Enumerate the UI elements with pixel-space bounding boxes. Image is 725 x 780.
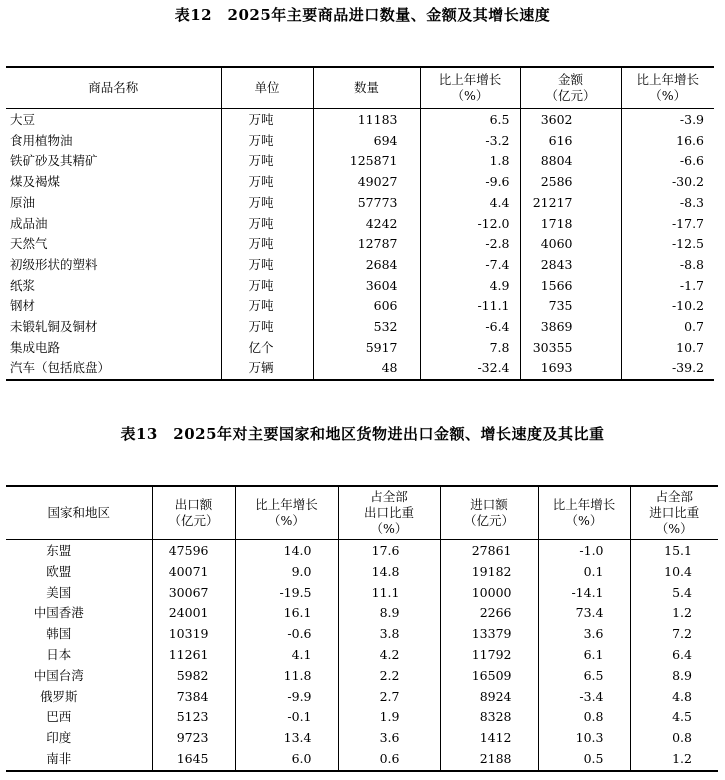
table-cell: 7.8 [420, 338, 520, 359]
table-cell: 30355 [520, 338, 621, 359]
table-cell: 8.9 [630, 666, 718, 687]
table-cell: 中国香港 [33, 605, 84, 621]
table-cell: 2.7 [338, 687, 440, 708]
table-cell: 2684 [313, 255, 420, 276]
column-header: 商品名称 [6, 67, 221, 109]
table-cell: 天然气 [10, 236, 48, 252]
table-header-row [6, 486, 718, 540]
table-cell: 40071 [152, 562, 235, 583]
table-cell: 4242 [313, 214, 420, 235]
table-cell: -30.2 [621, 172, 714, 193]
table-cell: 万吨 [221, 234, 313, 255]
table-row [6, 540, 718, 562]
table-cell: 3.6 [538, 624, 630, 645]
table-cell: -12.5 [621, 234, 714, 255]
table-cell: 1.8 [420, 151, 520, 172]
table-row [6, 687, 718, 708]
table-cell: 万辆 [221, 358, 313, 380]
table-row [6, 255, 714, 276]
table-cell: 24001 [152, 603, 235, 624]
table-cell: -6.4 [420, 317, 520, 338]
table-cell: 3.8 [338, 624, 440, 645]
column-header: 国家和地区 [6, 486, 152, 540]
table-cell: 8804 [520, 151, 621, 172]
table-cell: -11.1 [420, 296, 520, 317]
table-cell: -9.9 [235, 687, 338, 708]
table-cell: 0.1 [538, 562, 630, 583]
table-cell: 13379 [440, 624, 538, 645]
table-cell: -14.1 [538, 583, 630, 604]
table-cell: 30067 [152, 583, 235, 604]
table-cell: 3604 [313, 276, 420, 297]
table-cell: 57773 [313, 193, 420, 214]
column-header: 出口额 （亿元） [152, 486, 235, 540]
table-cell: 汽车（包括底盘） [10, 360, 111, 376]
table-cell: 万吨 [221, 296, 313, 317]
table-cell: 11792 [440, 645, 538, 666]
column-header: 比上年增长 （%） [235, 486, 338, 540]
table-cell: 27861 [440, 540, 538, 562]
table-cell: 6.5 [420, 109, 520, 131]
table-cell: -3.2 [420, 131, 520, 152]
table-cell: 初级形状的塑料 [10, 256, 98, 272]
table-cell: 0.8 [630, 728, 718, 749]
table-cell: 14.0 [235, 540, 338, 562]
column-header: 比上年增长 （%） [621, 67, 714, 109]
table-row [6, 358, 714, 380]
table-cell: 欧盟 [46, 563, 72, 579]
table-cell: 2188 [440, 749, 538, 771]
column-header: 金额 （亿元） [520, 67, 621, 109]
table-cell: -3.4 [538, 687, 630, 708]
table-cell: 2843 [520, 255, 621, 276]
table-cell: 1645 [152, 749, 235, 771]
table-cell: 万吨 [221, 172, 313, 193]
table-cell: 16509 [440, 666, 538, 687]
table-cell: 万吨 [221, 317, 313, 338]
table-cell: 49027 [313, 172, 420, 193]
table-cell: 7384 [152, 687, 235, 708]
table-cell: 日本 [46, 646, 72, 662]
table-cell: 万吨 [221, 131, 313, 152]
table-row [6, 603, 718, 624]
table-cell: 1.2 [630, 603, 718, 624]
table-cell: 4.9 [420, 276, 520, 297]
table-cell: -19.5 [235, 583, 338, 604]
table-12-title: 表12 2025年主要商品进口数量、金额及其增长速度 [174, 6, 551, 24]
table-cell: 韩国 [46, 626, 72, 642]
table-cell: -8.8 [621, 255, 714, 276]
table-cell: 中国台湾 [33, 667, 84, 683]
table-cell: 15.1 [630, 540, 718, 562]
table-cell: 万吨 [221, 109, 313, 131]
table-cell: 万吨 [221, 214, 313, 235]
table-cell: 7.2 [630, 624, 718, 645]
column-header: 占全部 进口比重 （%） [630, 486, 718, 540]
table-cell: 印度 [46, 730, 72, 746]
table-cell: -2.8 [420, 234, 520, 255]
table-cell: -0.6 [235, 624, 338, 645]
table-cell: 2.2 [338, 666, 440, 687]
table-cell: 11261 [152, 645, 235, 666]
table-cell: -17.7 [621, 214, 714, 235]
table-cell: 1693 [520, 358, 621, 380]
table-row [6, 296, 714, 317]
table-cell: 3869 [520, 317, 621, 338]
table-cell: 万吨 [221, 193, 313, 214]
table-row [6, 317, 714, 338]
table-cell: 美国 [46, 584, 72, 600]
commodity-imports-table [6, 66, 714, 381]
table-cell: 1.9 [338, 707, 440, 728]
table-cell: 万吨 [221, 276, 313, 297]
table-cell: 0.6 [338, 749, 440, 771]
table-cell: -39.2 [621, 358, 714, 380]
table-cell: 煤及褐煤 [10, 174, 61, 190]
table-cell: 2586 [520, 172, 621, 193]
table-cell: 47596 [152, 540, 235, 562]
table-cell: 10.4 [630, 562, 718, 583]
table-cell: 10319 [152, 624, 235, 645]
table-cell: 3.6 [338, 728, 440, 749]
column-header: 进口额 （亿元） [440, 486, 538, 540]
table-cell: 11183 [313, 109, 420, 131]
table-cell: 未锻轧铜及铜材 [10, 319, 98, 335]
table-cell: 73.4 [538, 603, 630, 624]
column-header: 比上年增长 （%） [420, 67, 520, 109]
table-cell: 东盟 [46, 543, 72, 558]
table-cell: 9.0 [235, 562, 338, 583]
table-row [6, 131, 714, 152]
table-cell: 532 [313, 317, 420, 338]
table-row [6, 728, 718, 749]
table-cell: -9.6 [420, 172, 520, 193]
column-header: 比上年增长 （%） [538, 486, 630, 540]
table-cell: 1412 [440, 728, 538, 749]
table-cell: 0.5 [538, 749, 630, 771]
table-cell: 5123 [152, 707, 235, 728]
table-cell: 3602 [520, 109, 621, 131]
table-cell: 原油 [10, 194, 36, 210]
table-cell: 5.4 [630, 583, 718, 604]
table-cell: 4.8 [630, 687, 718, 708]
table-cell: 16.1 [235, 603, 338, 624]
table-cell: 19182 [440, 562, 538, 583]
column-header: 数量 [313, 67, 420, 109]
table-cell: -12.0 [420, 214, 520, 235]
table-cell: 4.5 [630, 707, 718, 728]
table-cell: 6.0 [235, 749, 338, 771]
table-cell: 14.8 [338, 562, 440, 583]
table-cell: 0.7 [621, 317, 714, 338]
table-cell: 8924 [440, 687, 538, 708]
table-cell: -7.4 [420, 255, 520, 276]
table-cell: 0.8 [538, 707, 630, 728]
table-cell: 11.8 [235, 666, 338, 687]
table-cell: 南非 [46, 750, 72, 766]
table-header-row [6, 67, 714, 109]
table-cell: 5917 [313, 338, 420, 359]
table-cell: 万吨 [221, 255, 313, 276]
table-row [6, 562, 718, 583]
table-cell: 亿个 [221, 338, 313, 359]
table-cell: 48 [313, 358, 420, 380]
table-cell: 大豆 [10, 112, 36, 127]
table-cell: 集成电路 [10, 339, 61, 355]
table-cell: 125871 [313, 151, 420, 172]
table-cell: 6.5 [538, 666, 630, 687]
table-cell: 2266 [440, 603, 538, 624]
table-cell: 8328 [440, 707, 538, 728]
table-cell: 4060 [520, 234, 621, 255]
table-cell: -1.7 [621, 276, 714, 297]
table-row [6, 172, 714, 193]
table-cell: 钢材 [10, 298, 36, 314]
table-cell: 694 [313, 131, 420, 152]
table-cell: 10.3 [538, 728, 630, 749]
table-cell: 616 [520, 131, 621, 152]
table-cell: 11.1 [338, 583, 440, 604]
table-row [6, 645, 718, 666]
table-cell: 纸浆 [10, 277, 36, 293]
table-row [6, 193, 714, 214]
table-row [6, 214, 714, 235]
table-cell: 13.4 [235, 728, 338, 749]
table-cell: 10000 [440, 583, 538, 604]
table-cell: 5982 [152, 666, 235, 687]
table-cell: 4.4 [420, 193, 520, 214]
table-cell: -6.6 [621, 151, 714, 172]
table-cell: 12787 [313, 234, 420, 255]
table-cell: 万吨 [221, 151, 313, 172]
table-cell: 9723 [152, 728, 235, 749]
table-cell: 8.9 [338, 603, 440, 624]
table-cell: 1566 [520, 276, 621, 297]
table-cell: -3.9 [621, 109, 714, 131]
table-cell: 俄罗斯 [39, 688, 78, 704]
table-cell: -0.1 [235, 707, 338, 728]
table-cell: 17.6 [338, 540, 440, 562]
table-cell: 6.1 [538, 645, 630, 666]
table-cell: 1.2 [630, 749, 718, 771]
table-cell: 606 [313, 296, 420, 317]
table-row [6, 234, 714, 255]
table-cell: 10.7 [621, 338, 714, 359]
table-row [6, 624, 718, 645]
table-cell: 4.2 [338, 645, 440, 666]
table-cell: 735 [520, 296, 621, 317]
table-row [6, 707, 718, 728]
table-cell: -8.3 [621, 193, 714, 214]
table-cell: 1718 [520, 214, 621, 235]
table-row [6, 583, 718, 604]
table-cell: 4.1 [235, 645, 338, 666]
table-row [6, 151, 714, 172]
table-cell: 6.4 [630, 645, 718, 666]
table-row [6, 666, 718, 687]
table-row [6, 338, 714, 359]
table-cell: 巴西 [46, 709, 72, 725]
table-cell: -10.2 [621, 296, 714, 317]
table-cell: 铁矿砂及其精矿 [10, 153, 98, 169]
table-row [6, 109, 714, 131]
table-cell: -32.4 [420, 358, 520, 380]
table-row [6, 749, 718, 771]
table-cell: 21217 [520, 193, 621, 214]
table-cell: 食用植物油 [10, 132, 73, 148]
column-header: 单位 [221, 67, 313, 109]
table-cell: 成品油 [10, 215, 48, 231]
table-13-title: 表13 2025年对主要国家和地区货物进出口金额、增长速度及其比重 [120, 425, 605, 443]
table-cell: 16.6 [621, 131, 714, 152]
column-header: 占全部 出口比重 （%） [338, 486, 440, 540]
trade-by-region-table [6, 485, 718, 772]
table-cell: -1.0 [538, 540, 630, 562]
table-row [6, 276, 714, 297]
